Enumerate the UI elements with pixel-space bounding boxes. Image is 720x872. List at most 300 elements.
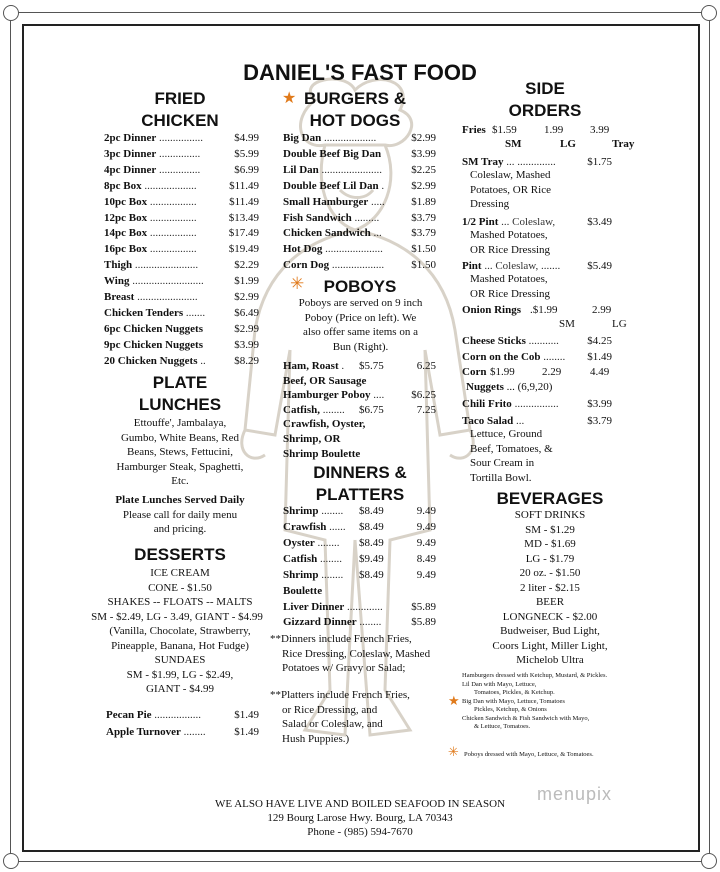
item-description (470, 168, 551, 212)
item-price: $1.50 (411, 243, 436, 256)
text-line: **Dinners include French Fries, (270, 633, 412, 645)
menu-item (283, 146, 436, 162)
item-name: Fish Sandwich (283, 211, 352, 224)
item-price: $8.49 (359, 521, 384, 533)
item-price: 1.99 (544, 124, 564, 136)
menu-item (283, 402, 436, 418)
item-price: $4.99 (234, 132, 259, 144)
item-price: $11.49 (229, 195, 259, 208)
text-line: Salad or Coleslaw, and (282, 718, 383, 730)
desserts-description (80, 566, 280, 697)
item-name: Apple Turnover (106, 726, 181, 738)
text-line: 2 liter - $2.15 (520, 581, 580, 594)
leader-dots: ........ (356, 616, 382, 628)
item-name: 16pc Box (104, 243, 148, 256)
leader-dots: ....... (183, 306, 206, 319)
text-line: CONE - $1.50 (148, 581, 212, 594)
heading-line: PLATTERS (315, 485, 405, 504)
menu-item (106, 707, 259, 723)
text-line: OR Rice Dressing (470, 287, 551, 300)
text-line: Sour Cream in (470, 457, 535, 469)
item-name: SM Tray (462, 156, 504, 168)
poboys-heading: POBOYS (323, 277, 397, 296)
item-price: $9.49 (359, 553, 384, 565)
item-name: Pint (462, 260, 482, 272)
item-name: Boulette (283, 585, 323, 597)
item-name: Catfish (283, 553, 318, 565)
text-line: BEER (535, 596, 565, 608)
item-price: $5.49 (587, 260, 612, 272)
plate-lunches-heading (100, 372, 260, 416)
poboy-footnote: Poboys dressed with Mayo, Lettuce, & Tomatoes. (464, 751, 594, 758)
text-line: Beef, Tomatoes, & (470, 442, 553, 455)
leader-dots: . (338, 360, 345, 372)
leader-dots: ........ (180, 726, 206, 738)
text-line: (Vanilla, Chocolate, Strawberry, (109, 625, 251, 637)
menu-item (283, 519, 436, 535)
leader-dots: .... (370, 389, 385, 402)
leader-dots: ................ (511, 398, 559, 410)
heading-line: FRIED (154, 89, 206, 108)
size-label: Tray (612, 138, 635, 150)
menu-item (104, 241, 259, 257)
item-name: Taco Salad (462, 415, 514, 427)
leader-dots: ............. (344, 600, 383, 613)
item-name: 2pc Dinner (104, 132, 157, 144)
item-price: 2.29 (542, 366, 562, 378)
item-price-alt: 9.49 (416, 505, 436, 517)
menu-item (104, 273, 259, 289)
burgers-heading (290, 88, 420, 132)
menu-item (283, 446, 436, 462)
item-price: $1.89 (411, 195, 436, 208)
text-line: Pickles, Ketchup, & Onions (474, 706, 547, 713)
menu-item (104, 289, 259, 305)
heading-line: DINNERS & (313, 463, 407, 482)
item-price: $2.99 (411, 179, 436, 192)
menu-item (104, 353, 259, 369)
menu-item (283, 416, 436, 432)
dinners-heading (290, 462, 430, 506)
text-line: SM - $2.49, LG - 3.49, GIANT - $4.99 (91, 610, 263, 623)
heading-line: HOT DOGS (309, 111, 401, 130)
item-name: Hot Dog (283, 243, 323, 256)
item-price: $2.99 (234, 322, 259, 335)
text-line: OR Rice Dressing (470, 243, 551, 256)
beverages-list (460, 508, 640, 668)
leader-dots: ..................... (322, 243, 383, 256)
text-line: Dressing (470, 198, 510, 210)
beverages-heading: BEVERAGES (496, 489, 604, 508)
item-desc: ... (6,9,20) (503, 381, 553, 393)
text-line: Poboys are served on 9 inch (298, 297, 423, 309)
menu-item (462, 333, 612, 349)
dressing-footnotes (462, 672, 662, 732)
item-price: $2.99 (234, 291, 259, 303)
item-price: $8.49 (359, 569, 384, 581)
item-name: Crawfish, Oyster, (283, 418, 366, 431)
text-line: Hamburgers dressed with Ketchup, Mustard, & Pickles. (462, 672, 608, 679)
text-line: or Rice Dressing, and (282, 703, 378, 716)
text-line: Beans, Stews, Fettucini, (126, 446, 234, 458)
text-line: Lil Dan with Mayo, Lettuce, (462, 680, 537, 688)
item-price: $8.49 (359, 505, 384, 517)
item-price: $3.79 (587, 415, 612, 427)
leader-dots: ............... (156, 163, 201, 176)
size-label: SM (505, 138, 522, 150)
text-line: Michelob Ultra (516, 654, 584, 666)
item-name: 20 Chicken Nuggets (104, 354, 198, 367)
heading-line: PLATE (152, 373, 208, 392)
size-label: LG (612, 318, 627, 330)
text-line: Mashed Potatoes, (470, 229, 548, 241)
item-name: 9pc Chicken Nuggets (104, 338, 204, 351)
menu-item (283, 431, 436, 447)
item-name: Shrimp Boulette (283, 447, 361, 460)
leader-dots: ......... (351, 211, 380, 224)
item-price: $6.49 (234, 306, 259, 319)
item-name: 3pc Dinner (104, 147, 157, 160)
text-line: Lettuce, Ground (470, 428, 543, 440)
text-line: and pricing. (153, 523, 207, 535)
footer-line: Phone - (985) 594-7670 (307, 826, 413, 838)
text-line: Budweiser, Bud Light, (500, 625, 600, 637)
leader-dots: ....................... (132, 259, 199, 272)
leader-dots: ................... (329, 259, 385, 272)
leader-dots: . (378, 179, 385, 192)
text-line: Potatoes, OR Rice (470, 183, 551, 196)
item-price-alt: $6.25 (411, 389, 436, 402)
item-desc: ... Coleslaw, (498, 216, 556, 228)
item-price-alt: 7.25 (416, 403, 436, 416)
leader-dots: ........ (319, 403, 345, 416)
menu-item (104, 257, 259, 273)
item-name: Beef, OR Sausage (283, 374, 367, 387)
item-name: Chicken Tenders (104, 306, 184, 319)
menu-item (283, 614, 436, 630)
item-name: Shrimp (283, 505, 319, 517)
item-name: Shrimp (283, 569, 319, 581)
leader-dots: ............... (156, 147, 201, 160)
leader-dots: ................... (141, 179, 197, 192)
item-name: Onion Rings (462, 304, 521, 316)
item-price: $19.49 (228, 243, 259, 256)
menu-item (283, 194, 436, 210)
item-name: Nuggets (466, 381, 504, 393)
item-name: 1/2 Pint (462, 216, 499, 228)
menu-item (106, 724, 259, 740)
item-name: Ham, Roast (283, 360, 339, 372)
menu-item (283, 130, 436, 146)
watermark: menupix (537, 784, 613, 804)
item-price: $2.99 (411, 132, 436, 144)
item-price: $3.79 (411, 227, 436, 240)
item-price: $1.49 (234, 726, 259, 738)
menu-item (104, 225, 259, 241)
item-price-alt: 9.49 (416, 537, 436, 549)
item-description (470, 228, 550, 257)
item-price: $2.29 (234, 259, 259, 272)
text-line: Gumbo, White Beans, Red (120, 431, 240, 444)
leader-dots: ...... (326, 521, 346, 533)
text-line: Mashed Potatoes, (470, 273, 548, 285)
text-line: LONGNECK - $2.00 (502, 610, 598, 623)
item-price: $4.25 (587, 335, 612, 347)
poboys-description (283, 296, 438, 354)
footer-line: WE ALSO HAVE LIVE AND BOILED SEAFOOD IN SEASON (214, 798, 506, 810)
text-line: LG - $1.79 (525, 552, 575, 565)
item-price: $1.49 (587, 351, 612, 363)
restaurant-title: DANIEL'S FAST FOOD (243, 60, 477, 85)
menu-item (104, 194, 259, 210)
item-price: $6.75 (359, 403, 384, 416)
leader-dots: ... .............. (503, 156, 556, 168)
text-line: Coors Light, Miller Light, (492, 639, 608, 652)
item-name: Corn (462, 366, 487, 378)
text-line: Potatoes w/ Gravy or Salad; (282, 662, 406, 674)
star-icon: ★ (448, 694, 460, 709)
text-line: & Lettuce, Tomatoes. (474, 723, 531, 730)
leader-dots: ........ (314, 537, 340, 549)
leader-dots: ................. (151, 709, 202, 721)
menu-item (283, 162, 436, 178)
text-line: Big Dan with Mayo, Lettuce, Tomatoes (462, 697, 565, 705)
item-name: Big Dan (283, 132, 322, 144)
item-name: Liver Dinner (283, 600, 345, 613)
item-name: Corn Dog (283, 259, 330, 272)
item-name: Pecan Pie (106, 709, 152, 721)
item-price-alt: 9.49 (416, 521, 436, 533)
item-price: $5.99 (234, 147, 259, 160)
text-line: Tortilla Bowl. (470, 471, 532, 484)
item-price: $3.99 (411, 147, 436, 160)
item-description (470, 427, 553, 485)
menu-item (283, 503, 436, 519)
menu-item (283, 178, 436, 194)
dinners-note (270, 632, 465, 676)
menu-item (283, 358, 436, 374)
item-name: Hamburger Poboy (283, 389, 371, 402)
heading-line: CHICKEN (141, 111, 219, 130)
item-price: $13.49 (228, 211, 259, 224)
item-name: Catfish, (283, 403, 320, 416)
item-price-alt: 8.49 (416, 553, 436, 565)
menu-item (283, 583, 436, 599)
leader-dots: ... (513, 415, 525, 427)
leader-dots: .. (197, 354, 206, 367)
asterisk-star-icon: ✳ (290, 274, 305, 294)
leader-dots: ................... (321, 132, 377, 144)
item-name: Chicken Sandwich (283, 227, 371, 240)
item-price: $3.49 (587, 216, 612, 228)
platters-note (270, 688, 465, 746)
item-price: $5.89 (411, 616, 436, 628)
item-name: Small Hamburger (283, 195, 369, 208)
text-line: Poboy (Price on left). We (304, 311, 417, 324)
text-line: also offer same items on a (303, 326, 418, 338)
text-line: SUNDAES (154, 654, 206, 666)
menu-item (283, 210, 436, 226)
plate-lunches-description (90, 416, 270, 489)
item-name: Breast (104, 291, 135, 303)
heading-line: LUNCHES (138, 395, 222, 414)
item-price: $1.49 (234, 709, 259, 721)
text-line: SHAKES -- FLOATS -- MALTS (107, 596, 253, 608)
text-line: Please call for daily menu (122, 508, 238, 521)
item-price: 2.99 (592, 304, 612, 316)
menu-item (104, 337, 259, 353)
item-price: $3.99 (234, 338, 259, 351)
item-name: Double Beef Big Dan (283, 147, 382, 160)
item-desc: ... Coleslaw, ....... (481, 260, 561, 272)
corner-ornament (3, 853, 19, 869)
menu-item (283, 257, 436, 273)
item-price: $1.99 (490, 366, 515, 378)
corner-ornament (701, 5, 717, 21)
item-name: Wing (104, 275, 130, 288)
text-line: ICE CREAM (150, 567, 210, 579)
item-name: Lil Dan (283, 163, 319, 176)
heading-line: ORDERS (508, 101, 582, 120)
leader-dots: ................. (147, 195, 197, 208)
text-line: Ettouffe', Jambalaya, (133, 417, 227, 429)
star-icon: ★ (282, 88, 297, 107)
item-price: $6.99 (234, 163, 259, 176)
item-name: Cheese Sticks (462, 335, 526, 347)
leader-dots: ...................... (318, 163, 383, 176)
leader-dots: ........ (318, 505, 344, 517)
menu-item (104, 146, 259, 162)
item-price: $3.99 (587, 398, 612, 410)
note-title: Plate Lunches Served Daily (115, 494, 245, 506)
leader-dots: ................. (147, 211, 197, 224)
menu-item (283, 241, 436, 257)
item-name: 6pc Chicken Nuggets (104, 322, 204, 335)
text-line: Hamburger Steak, Spaghetti, (116, 460, 244, 473)
item-name: Oyster (283, 537, 315, 549)
asterisk-star-icon: ✳ (448, 745, 459, 760)
menu-item (466, 379, 552, 395)
text-line: **Platters include French Fries, (270, 689, 410, 701)
item-name: 10pc Box (104, 195, 148, 208)
corner-ornament (701, 853, 717, 869)
plate-lunches-note (90, 493, 270, 537)
desserts-heading: DESSERTS (134, 545, 226, 564)
leader-dots: ................. (147, 243, 197, 256)
text-line: SM - $1.29 (525, 523, 575, 536)
size-label: SM (559, 318, 575, 330)
text-line: SOFT DRINKS (514, 509, 586, 521)
item-price: $8.49 (359, 537, 384, 549)
leader-dots: ... (370, 227, 382, 240)
item-price: $17.49 (228, 227, 259, 240)
menu-item (283, 567, 436, 583)
item-price-alt: 6.25 (416, 360, 436, 372)
menu-item (283, 373, 436, 389)
menu-item (283, 599, 436, 615)
item-price: $1.59 (492, 124, 517, 136)
heading-line: SIDE (525, 79, 565, 98)
item-name: Crawfish (283, 521, 327, 533)
menu-item (104, 210, 259, 226)
menu-item (283, 551, 436, 567)
text-line: SM - $1.99, LG - $2.49, (126, 668, 234, 681)
leader-dots: .......................... (129, 275, 204, 288)
menu-item (104, 305, 259, 321)
leader-dots: ........ (318, 569, 344, 581)
text-line: Hush Puppies.) (282, 732, 350, 745)
item-name: 4pc Dinner (104, 163, 157, 176)
menu-item (104, 162, 259, 178)
item-price: 4.49 (590, 366, 610, 378)
footer-line: 129 Bourg Larose Hwy. Bourg, LA 70343 (267, 812, 453, 824)
menu-item (462, 364, 642, 380)
item-description (470, 272, 550, 301)
item-price: 3.99 (590, 124, 610, 136)
item-name: Gizzard Dinner (283, 616, 357, 628)
menu-item (283, 387, 436, 403)
menu-item (462, 349, 612, 365)
menu-item (104, 178, 259, 194)
menu-item (462, 396, 612, 412)
leader-dots: ...................... (134, 291, 198, 303)
item-price: $5.89 (411, 600, 436, 613)
item-name: 14pc Box (104, 227, 148, 240)
menu-item (283, 225, 436, 241)
leader-dots: ........ (317, 553, 342, 565)
leader-dots: ........ (540, 351, 566, 363)
text-line: Bun (Right). (332, 340, 389, 353)
item-price: $11.49 (229, 179, 259, 192)
item-price: $2.25 (411, 163, 436, 176)
item-price-alt: 9.49 (416, 569, 436, 581)
leader-dots: ................. (147, 227, 197, 240)
text-line: Rice Dressing, Coleslaw, Mashed (282, 647, 431, 660)
item-price: $1.99 (234, 275, 259, 288)
item-price: $5.75 (359, 360, 384, 372)
text-line: Chicken Sandwich & Fish Sandwich with Mayo, (462, 714, 590, 722)
item-name: 12pc Box (104, 211, 148, 224)
item-name: Shrimp, OR (283, 433, 341, 445)
item-price: $1.75 (587, 156, 612, 168)
item-name: Fries (462, 124, 486, 136)
item-price: $3.79 (411, 211, 436, 224)
menu-item (283, 535, 436, 551)
item-name: 8pc Box (104, 179, 142, 192)
heading-line: BURGERS & (303, 89, 406, 108)
text-line: MD - $1.69 (524, 538, 576, 550)
item-price: $1.50 (411, 259, 436, 272)
leader-dots: ........... (525, 335, 559, 347)
item-price: .$1.99 (530, 304, 558, 316)
text-line: Etc. (171, 475, 189, 487)
text-line: Tomatoes, Pickles, & Ketchup. (474, 689, 555, 696)
item-price: $8.29 (234, 354, 259, 367)
leader-dots: ................ (156, 132, 203, 144)
item-name: Chili Frito (462, 398, 512, 410)
corner-ornament (3, 5, 19, 21)
text-line: GIANT - $4.99 (146, 683, 214, 695)
menu-item (104, 130, 259, 146)
fried-chicken-heading (110, 88, 250, 132)
text-line: Pineapple, Banana, Hot Fudge) (111, 639, 249, 652)
menu-item (104, 321, 259, 337)
item-name: Thigh (104, 259, 133, 272)
text-line: 20 oz. - $1.50 (519, 567, 581, 579)
size-label: LG (560, 138, 576, 150)
item-name: Corn on the Cob (462, 351, 541, 363)
text-line: Coleslaw, Mashed (470, 169, 551, 181)
